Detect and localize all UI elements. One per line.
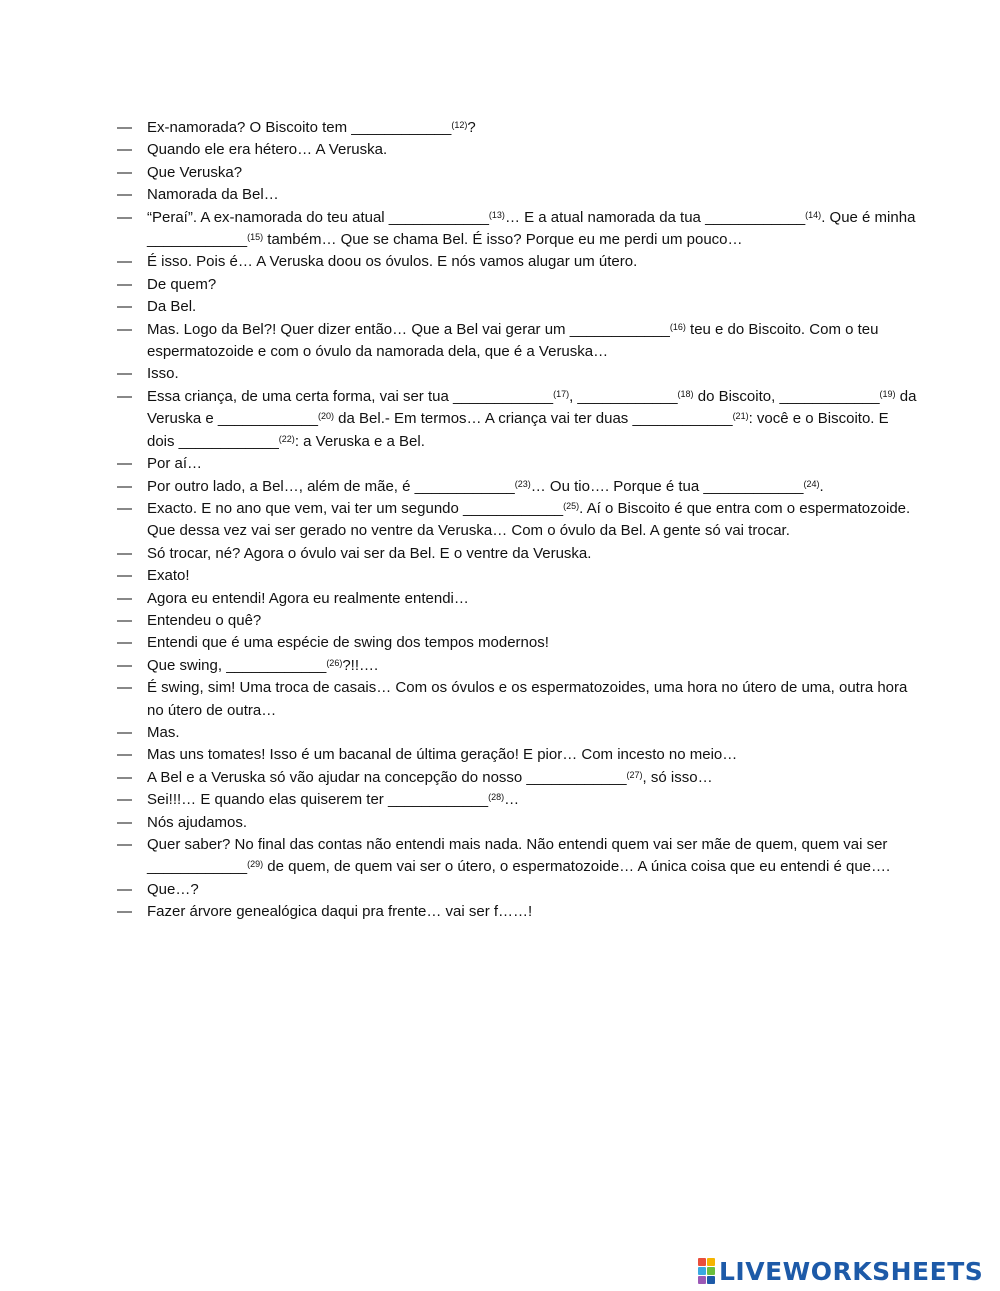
- dialogue-dash: —: [117, 455, 132, 473]
- dialogue-line: [117, 901, 917, 923]
- dialogue-dash: —: [117, 634, 132, 652]
- logo-square: [707, 1276, 715, 1284]
- dialogue-dash: —: [117, 163, 132, 181]
- dialogue-line: [117, 588, 917, 610]
- dialogue-dash: —: [117, 320, 132, 338]
- dialogue-text: Mas.: [147, 723, 180, 741]
- dialogue-line: [117, 789, 917, 811]
- blank-number: (28): [488, 792, 505, 803]
- logo-text: LIVEWORKSHEETS: [719, 1256, 984, 1286]
- blank-number: (26): [326, 657, 343, 668]
- dialogue-line: [117, 610, 917, 632]
- dialogue-line: [117, 767, 917, 789]
- blank-number: (12): [451, 120, 468, 130]
- dialogue-line: [117, 565, 917, 587]
- dialogue-dash: —: [117, 275, 132, 293]
- dialogue-dash: —: [117, 208, 132, 226]
- dialogue-line: [117, 363, 917, 385]
- blank-number: (24): [803, 478, 820, 489]
- dialogue-line: [117, 543, 917, 565]
- dialogue-line: [117, 139, 917, 161]
- dialogue-dash: —: [117, 477, 132, 495]
- dialogue-text: Namorada da Bel…: [147, 186, 279, 204]
- dialogue-text: Essa criança, de uma certa forma, vai ser tua ____________: [147, 387, 554, 405]
- dialogue-text: da Bel.- Em termos… A criança vai ter duas ____________: [334, 410, 733, 428]
- dialogue-dash: —: [117, 836, 132, 853]
- dialogue-text: teu e do Biscoito. Com o teu espermatozoide e com o óvulo da namorada dela, que é a Veruska…: [147, 320, 879, 361]
- blank-number: (29): [247, 859, 264, 870]
- dialogue-text: De quem?: [147, 275, 217, 293]
- dialogue-text: : a Veruska e a Bel.: [294, 432, 425, 450]
- blank-number: (13): [488, 209, 505, 220]
- dialogue-line: [117, 834, 917, 879]
- blank-number: (22): [278, 433, 295, 444]
- dialogue-line: [117, 274, 917, 296]
- dialogue-text: Só trocar, né? Agora o óvulo vai ser da Bel. E o ventre da Veruska.: [147, 544, 592, 562]
- dialogue-text: , ____________: [569, 387, 678, 405]
- dialogue-line: [117, 453, 917, 475]
- dialogue-text: Agora eu entendi! Agora eu realmente entendi…: [147, 589, 469, 607]
- dialogue-text: : você e o Biscoito. E dois ____________: [147, 410, 889, 450]
- dialogue-text: também… Que se chama Bel. É isso? Porque eu me perdi um pouco…: [263, 231, 743, 249]
- dialogue-text: Fazer árvore genealógica daqui pra frente… vai ser f……!: [147, 903, 533, 921]
- dialogue-line: [117, 162, 917, 184]
- logo-square: [707, 1267, 715, 1275]
- dialogue-text: ?: [467, 119, 476, 136]
- dialogue-dash: —: [117, 611, 132, 629]
- logo-square: [698, 1258, 706, 1266]
- dialogue-text: “Peraí”. A ex-namorada do teu atual ____________: [147, 208, 489, 226]
- dialogue-text: Entendi que é uma espécie de swing dos tempos modernos!: [147, 634, 549, 652]
- dialogue-dash: —: [117, 499, 132, 517]
- blank-number: (17): [553, 388, 570, 399]
- dialogue-dash: —: [117, 119, 132, 136]
- dialogue-line: [117, 319, 917, 364]
- dialogue-line: [117, 677, 917, 722]
- dialogue-text: Que swing, ____________: [147, 656, 327, 674]
- dialogue-text: Quando ele era hétero… A Veruska.: [147, 141, 388, 159]
- dialogue-text: Isso.: [147, 365, 179, 383]
- dialogue-line: [117, 879, 917, 901]
- dialogue-text: . Aí o Biscoito é que entra com o espermatozoide. Que dessa vez vai ser gerado no ventre da Veruska… Com o óvulo da Bel. A gente só vai trocar.: [147, 499, 911, 540]
- logo-mark-icon: [698, 1258, 715, 1284]
- dialogue-dash: —: [117, 298, 132, 316]
- dialogue-text: , só isso…: [642, 768, 713, 786]
- dialogue-text: …: [504, 791, 520, 809]
- blank-number: (15): [247, 232, 264, 243]
- blank-number: (23): [514, 478, 531, 489]
- dialogue-line: [117, 296, 917, 318]
- dialogue-text: Que Veruska?: [147, 163, 243, 181]
- dialogue-text: … Ou tio…. Porque é tua ____________: [530, 477, 804, 495]
- blank-number: (19): [879, 388, 896, 399]
- dialogue-line: [117, 184, 917, 206]
- blank-number: (18): [677, 388, 694, 399]
- dialogue-text: … E a atual namorada da tua ____________: [504, 208, 806, 226]
- dialogue-line: [117, 722, 917, 744]
- dialogue-text: É swing, sim! Uma troca de casais… Com os óvulos e os espermatozoides, uma hora no útero de uma, outra hora no útero de outra…: [147, 679, 908, 719]
- dialogue-text: Por outro lado, a Bel…, além de mãe, é ____________: [147, 477, 515, 495]
- dialogue-text: de quem, de quem vai ser o útero, o espermatozoide… A única coisa que eu entendi é que….: [263, 858, 891, 876]
- dialogue-text: Entendeu o quê?: [147, 611, 262, 629]
- dialogue-text: .: [819, 477, 824, 495]
- blank-number: (25): [563, 500, 580, 511]
- blank-number: (21): [732, 411, 749, 422]
- dialogue-text: Mas uns tomates! Isso é um bacanal de última geração! E pior… Com incesto no meio…: [147, 746, 738, 764]
- dialogue-line: [117, 744, 917, 766]
- dialogue-line: [117, 632, 917, 654]
- liveworksheets-logo: [698, 1256, 983, 1286]
- dialogue-dash: —: [117, 679, 132, 697]
- dialogue-dash: —: [117, 813, 132, 831]
- dialogue-line: [117, 207, 917, 252]
- blank-number: (20): [317, 411, 334, 422]
- dialogue-text: Que…?: [147, 880, 199, 898]
- dialogue-dash: —: [117, 544, 132, 562]
- dialogue-text: ?!!….: [342, 656, 379, 674]
- dialogue-dash: —: [117, 387, 132, 405]
- dialogue-text: Quer saber? No final das contas não entendi mais nada. Não entendi quem vai ser mãe de quem, quem vai ser ____________: [147, 836, 888, 876]
- dialogue-dash: —: [117, 903, 132, 921]
- dialogue-line: [117, 117, 917, 139]
- dialogue-line: [117, 476, 917, 498]
- blank-number: (14): [805, 209, 822, 220]
- dialogue-dash: —: [117, 723, 132, 741]
- dialogue-dash: —: [117, 253, 132, 271]
- dialogue-dash: —: [117, 589, 132, 607]
- dialogue-text: É isso. Pois é… A Veruska doou os óvulos. E nós vamos alugar um útero.: [147, 253, 638, 271]
- dialogue-line: [117, 655, 917, 677]
- dialogue-text: Mas. Logo da Bel?! Quer dizer então… Que a Bel vai gerar um ____________: [147, 320, 670, 338]
- dialogue-text: Por aí…: [147, 455, 203, 473]
- dialogue-dash: —: [117, 141, 132, 159]
- logo-square: [698, 1267, 706, 1275]
- dialogue-list: [117, 117, 917, 924]
- dialogue-text: da Veruska e ____________: [147, 387, 917, 428]
- dialogue-dash: —: [117, 791, 132, 809]
- dialogue-text: A Bel e a Veruska só vão ajudar na concepção do nosso ____________: [147, 768, 627, 786]
- dialogue-dash: —: [117, 567, 132, 585]
- dialogue-dash: —: [117, 656, 132, 674]
- dialogue-dash: —: [117, 746, 132, 764]
- dialogue-line: [117, 386, 917, 453]
- dialogue-text: Da Bel.: [147, 298, 197, 316]
- dialogue-text: Nós ajudamos.: [147, 813, 248, 831]
- dialogue-dash: —: [117, 880, 132, 898]
- dialogue-dash: —: [117, 365, 132, 383]
- dialogue-text: Sei!!!… E quando elas quiserem ter ____________: [147, 791, 489, 809]
- dialogue-line: [117, 812, 917, 834]
- dialogue-text: Exacto. E no ano que vem, vai ter um segundo ____________: [147, 499, 564, 517]
- dialogue-text: . Que é minha ____________: [147, 208, 916, 249]
- blank-number: (27): [626, 769, 643, 780]
- logo-square: [707, 1258, 715, 1266]
- logo-square: [698, 1276, 706, 1284]
- dialogue-text: do Biscoito, ____________: [693, 387, 880, 405]
- dialogue-text: Exato!: [147, 567, 190, 585]
- dialogue-line: [117, 251, 917, 273]
- dialogue-dash: —: [117, 768, 132, 786]
- dialogue-line: [117, 498, 917, 543]
- blank-number: (16): [669, 321, 686, 332]
- dialogue-text: Ex-namorada? O Biscoito tem ____________: [147, 119, 452, 136]
- dialogue-dash: —: [117, 186, 132, 204]
